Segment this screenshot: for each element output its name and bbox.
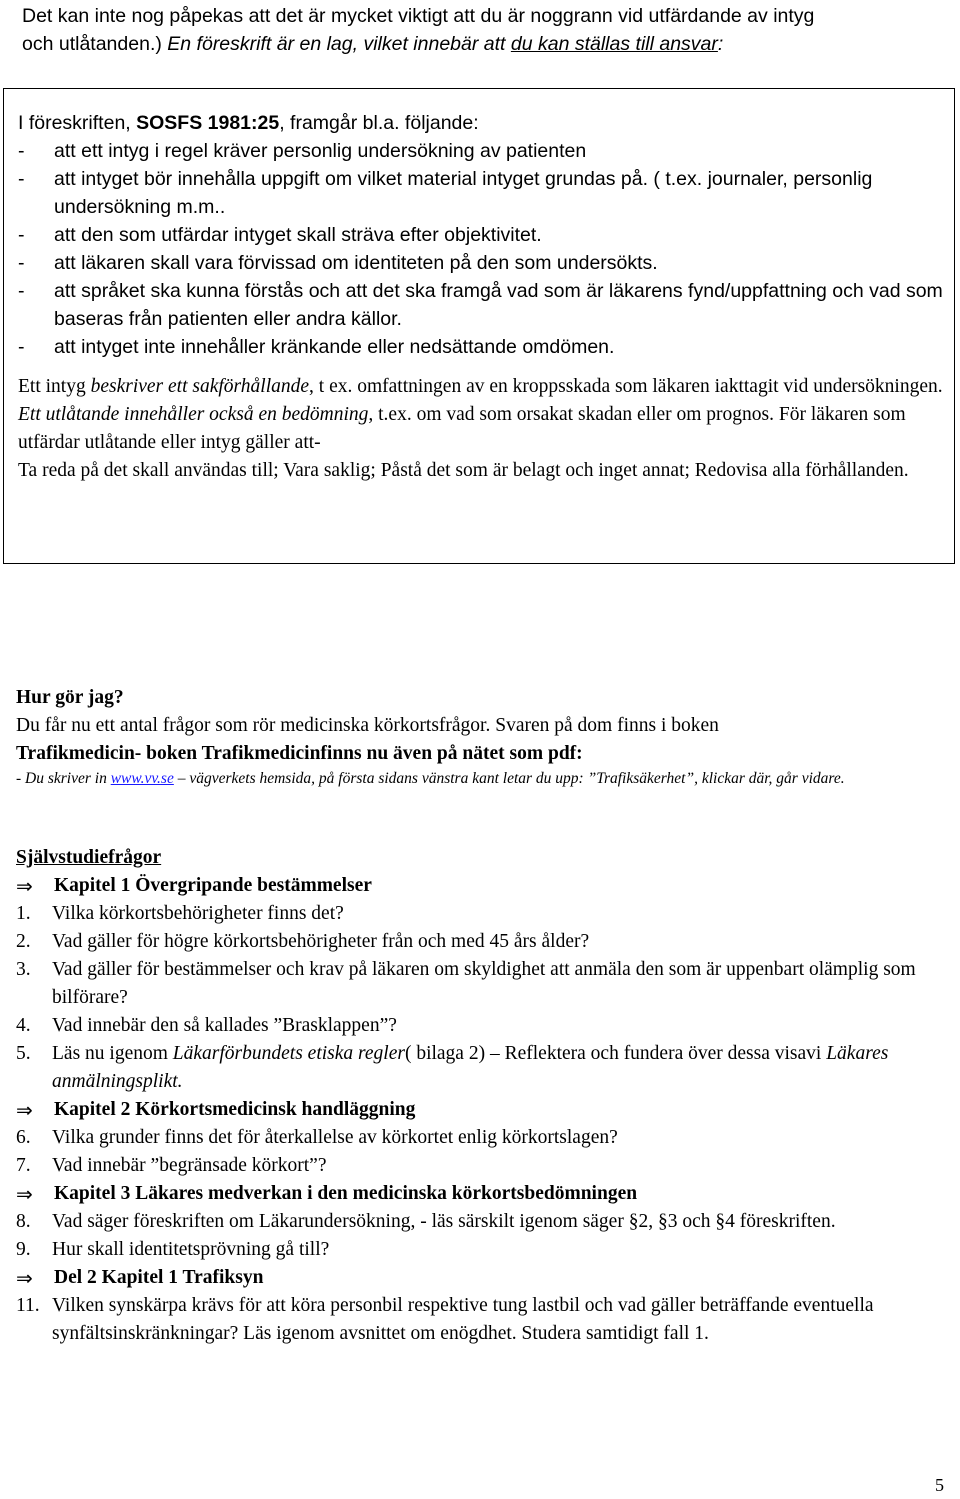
howto-line-1: Du får nu ett antal frågor som rör medicinska körkortsfrågor. Svaren på dom finns i boken xyxy=(16,715,719,736)
question-item xyxy=(16,1236,946,1264)
question-text: Vad innebär den så kallades ”Brasklappen”? xyxy=(52,1015,397,1036)
q5-part: Läs nu igenom xyxy=(52,1043,173,1064)
chapter-title: Kapitel 3 Läkares medverkan i den medicinska körkortsbedömningen xyxy=(54,1183,638,1204)
selfstudy-section xyxy=(16,844,946,1348)
question-number: 7. xyxy=(16,1155,31,1176)
list-item: - att ett intyg i regel kräver personlig undersökning av patienten xyxy=(18,137,948,165)
question-number: 8. xyxy=(16,1211,31,1232)
page-number: 5 xyxy=(935,1475,944,1495)
para-italic: Ett utlåtande innehåller också en bedömning, xyxy=(18,404,374,425)
redovisa-paragraph: Ta reda på det skall användas till; Vara saklig; Påstå det som är belagt och inget annat; Redovisa alla förhållanden. xyxy=(18,460,909,481)
question-number: 4. xyxy=(16,1015,31,1036)
chapter-heading xyxy=(16,1264,946,1292)
list-item-text: att språket ska kunna förstås och att det ska framgå vad som är läkarens fynd/uppfattning och vad som baseras från patienten eller andra källor. xyxy=(54,280,943,330)
list-item-text: att den som utfärdar intyget skall sträva efter objektivitet. xyxy=(54,224,542,246)
list-item: - att intyget bör innehålla uppgift om vilket material intyget grundas på. ( t.ex. journaler, personlig undersökning m.m.. xyxy=(18,165,948,221)
note-prefix: - Du skriver in xyxy=(16,770,111,787)
box-lead-suffix: , framgår bl.a. följande: xyxy=(279,112,479,134)
question-item xyxy=(16,1292,946,1348)
list-item-text: att ett intyg i regel kräver personlig undersökning av patienten xyxy=(54,140,587,162)
question-text: Vad gäller för bestämmelser och krav på läkaren om skyldighet att anmäla den som är uppenbart olämplig som bilförare? xyxy=(52,959,916,1008)
question-text: Vad gäller för högre körkortsbehörigheter från och med 45 års ålder? xyxy=(52,931,590,952)
question-item xyxy=(16,1152,946,1180)
question-number: 5. xyxy=(16,1043,31,1064)
intro-suffix: : xyxy=(717,33,724,55)
para-text: Ett intyg xyxy=(18,376,91,397)
intro-line-2-prefix: och utlåtanden.) xyxy=(22,33,168,55)
arrow-icon: ⇒ xyxy=(16,1182,33,1206)
chapter-title: Kapitel 2 Körkortsmedicinsk handläggning xyxy=(54,1099,416,1120)
intro-line-1: Det kan inte nog påpekas att det är mycket viktigt att du är noggrann vid utfärdande av intyg xyxy=(22,5,815,27)
box-lead xyxy=(18,109,948,137)
question-text: Vilka grunder finns det för återkallelse av körkortet enlig körkortslagen? xyxy=(52,1127,618,1148)
list-item: - att språket ska kunna förstås och att det ska framgå vad som är läkarens fynd/uppfattning och vad som baseras från patienten eller andra källor. xyxy=(18,277,948,333)
list-item: - att läkaren skall vara förvissad om identiteten på den som undersökts. xyxy=(18,249,948,277)
question-text: Hur skall identitetsprövning gå till? xyxy=(52,1239,330,1260)
para-italic: beskriver ett sakförhållande xyxy=(90,376,310,397)
intro-line-2 xyxy=(22,30,942,58)
question-number: 1. xyxy=(16,903,31,924)
question-number: 2. xyxy=(16,931,31,952)
question-text: Vilken synskärpa krävs för att köra personbil respektive tung lastbil och vad gäller beträffande eventuella synfältsinskränkningar? Läs igenom avsnittet om enögdhet. Studera samtidigt fall 1. xyxy=(52,1295,874,1344)
question-item xyxy=(16,900,946,928)
regulation-code: SOSFS 1981:25 xyxy=(136,112,280,134)
question-item xyxy=(16,956,946,1012)
q5-part: ( bilaga 2) – Reflektera och fundera över dessa visavi xyxy=(404,1043,827,1064)
q5-italic: Läkares anmälningsplikt. xyxy=(52,1043,889,1092)
question-text: Vilka körkortsbehörigheter finns det? xyxy=(52,903,344,924)
box-lead-prefix: I föreskriften, xyxy=(18,112,137,134)
chapter-title: Del 2 Kapitel 1 Trafiksyn xyxy=(54,1267,264,1288)
list-item: - att intyget inte innehåller kränkande eller nedsättande omdömen. xyxy=(18,333,948,361)
arrow-icon: ⇒ xyxy=(16,874,33,898)
question-text xyxy=(52,1040,946,1096)
question-number: 6. xyxy=(16,1127,31,1148)
para-text: t.ex. om vad som orsakat skadan eller om prognos. För läkaren som utfärdar utlåtande eller intyg gäller att- xyxy=(18,404,906,453)
howto-line-2: Trafikmedicin- boken Trafikmedicinfinns nu även på nätet som pdf: xyxy=(16,743,583,764)
certificate-paragraph xyxy=(18,373,948,457)
list-item-text: att intyget bör innehålla uppgift om vilket material intyget grundas på. ( t.ex. journaler, personlig undersökning m.m.. xyxy=(54,168,873,218)
vv-link[interactable]: www.vv.se xyxy=(110,770,174,787)
intro-underlined-text: du kan ställas till ansvar xyxy=(510,33,718,55)
chapter-heading xyxy=(16,872,946,900)
question-item xyxy=(16,1124,946,1152)
regulation-box xyxy=(3,88,955,564)
question-item xyxy=(16,1040,946,1096)
question-number: 11. xyxy=(16,1295,40,1316)
howto-note xyxy=(16,768,946,790)
question-number: 9. xyxy=(16,1239,31,1260)
selfstudy-heading: Självstudiefrågor xyxy=(16,847,162,868)
q5-italic: Läkarförbundets etiska regler xyxy=(172,1043,405,1064)
chapter-heading xyxy=(16,1096,946,1124)
chapter-heading xyxy=(16,1180,946,1208)
howto-heading: Hur gör jag? xyxy=(16,687,124,708)
requirement-list xyxy=(18,137,948,361)
question-item xyxy=(16,928,946,956)
arrow-icon: ⇒ xyxy=(16,1266,33,1290)
list-item-text: att läkaren skall vara förvissad om identiteten på den som undersökts. xyxy=(54,252,658,274)
intro-paragraph xyxy=(22,2,942,58)
intro-italic-text: En föreskrift är en lag, vilket innebär att xyxy=(167,33,511,55)
arrow-icon: ⇒ xyxy=(16,1098,33,1122)
question-item xyxy=(16,1208,946,1236)
question-text: Vad innebär ”begränsade körkort”? xyxy=(52,1155,327,1176)
list-item: - att den som utfärdar intyget skall sträva efter objektivitet. xyxy=(18,221,948,249)
howto-section xyxy=(16,684,946,790)
note-suffix: – vägverkets hemsida, på första sidans vänstra kant letar du upp: ”Trafiksäkerhet”, klickar där, går vidare. xyxy=(173,770,845,787)
para-text: , t ex. omfattningen av en kroppsskada som läkaren iakttagit vid undersökningen. xyxy=(309,376,943,397)
question-item xyxy=(16,1012,946,1040)
question-text: Vad säger föreskriften om Läkarundersökning, - läs särskilt igenom säger §2, §3 och §4 föreskriften. xyxy=(52,1211,836,1232)
chapter-title: Kapitel 1 Övergripande bestämmelser xyxy=(54,875,372,896)
list-item-text: att intyget inte innehåller kränkande eller nedsättande omdömen. xyxy=(54,336,615,358)
question-number: 3. xyxy=(16,959,31,980)
